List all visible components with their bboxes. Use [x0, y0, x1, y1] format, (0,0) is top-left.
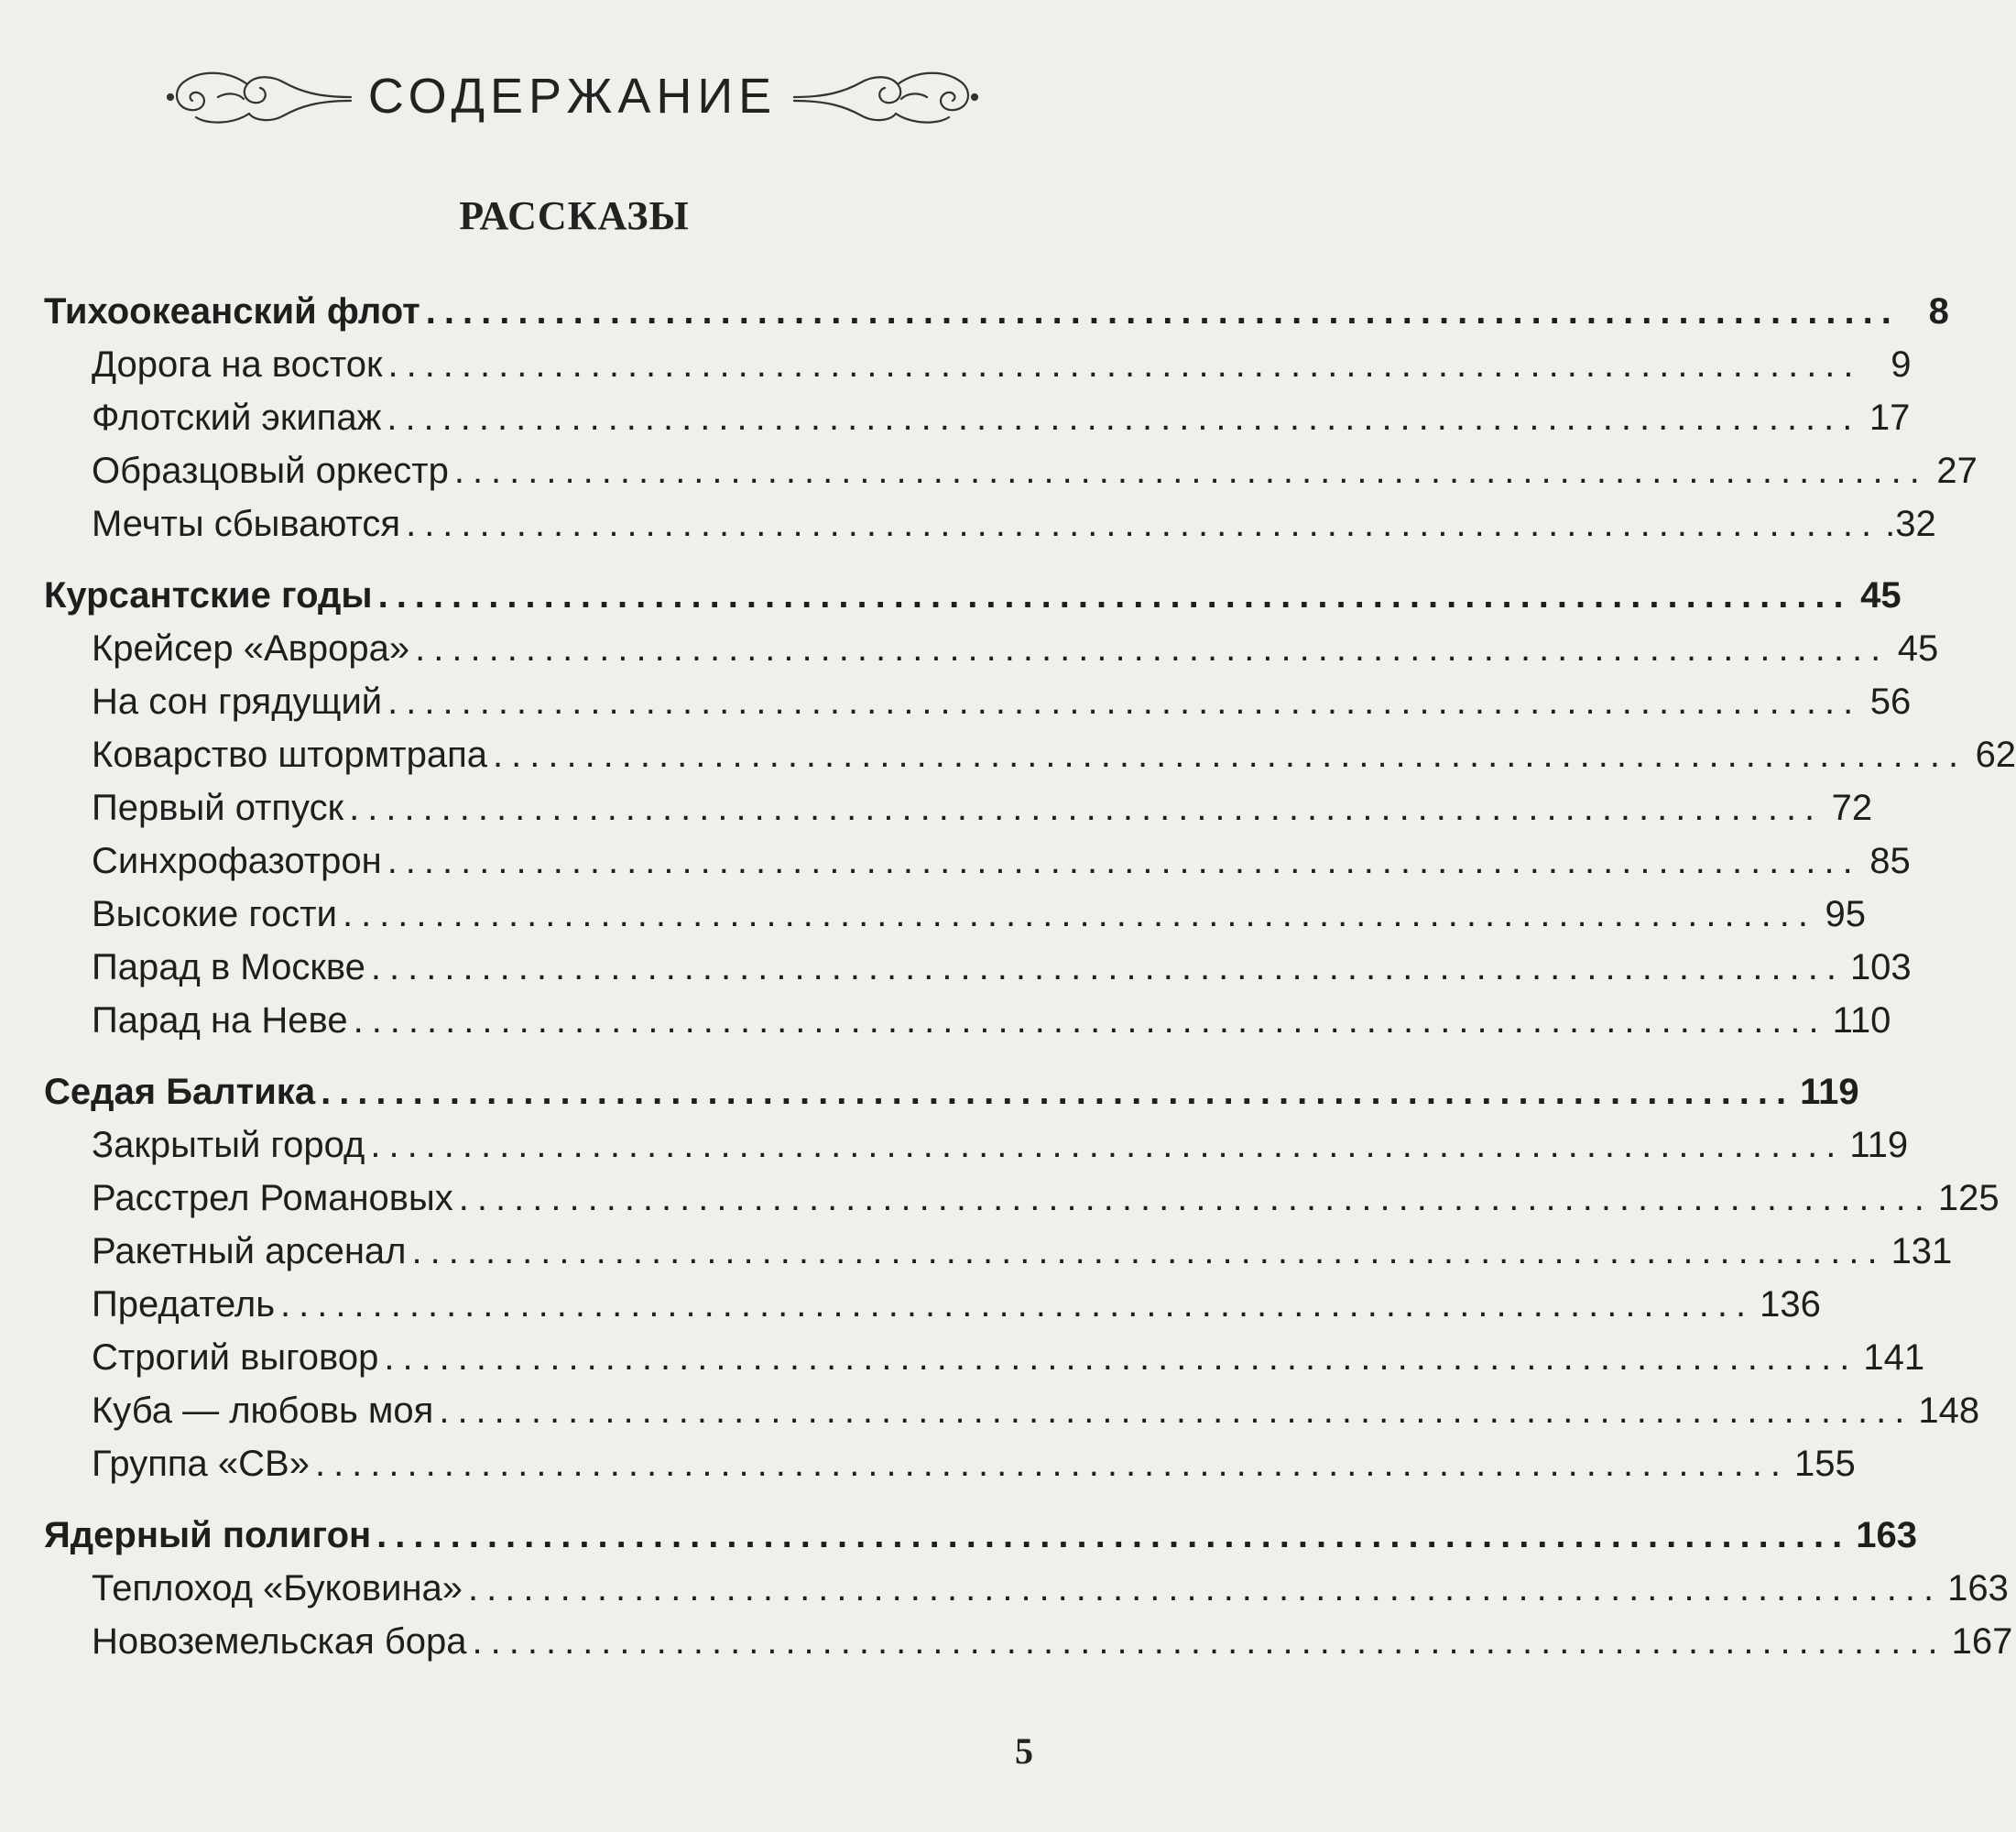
toc-entry-row[interactable]: [44, 1444, 1856, 1497]
toc-entry-row[interactable]: [44, 1000, 1891, 1053]
toc-entry-row[interactable]: [44, 788, 1873, 841]
toc-entry-row[interactable]: [44, 894, 1867, 947]
chapter-title: Курсантские годы: [44, 575, 373, 616]
toc-entry-row[interactable]: [44, 735, 2016, 788]
dot-leader: ................................................................................: [342, 894, 1817, 934]
dot-leader: ................................................................................: [439, 1390, 1913, 1431]
dot-leader: ................................................................................: [453, 451, 1928, 491]
toc-group: [44, 1072, 2000, 1497]
entry-title: Теплоход «Буковина»: [92, 1568, 463, 1608]
entry-page: 125: [1937, 1178, 2000, 1218]
toc-chapter-row[interactable]: [44, 575, 1902, 628]
dot-leader: ................................................................................: [406, 504, 1880, 544]
chapter-page: 119: [1800, 1072, 1859, 1112]
dot-leader: ................................................................................: [314, 1444, 1790, 1484]
dot-leader: ................................................................................: [415, 628, 1890, 669]
table-of-contents: [44, 291, 2016, 1693]
entry-page: 141: [1863, 1337, 1925, 1378]
chapter-page: 45: [1860, 575, 1902, 616]
dot-leader: ................................................................................: [387, 344, 1862, 385]
entry-title: Новоземельская бора: [92, 1621, 467, 1662]
dot-leader: ................................................................................: [387, 682, 1862, 722]
entry-page: 85: [1869, 841, 1911, 881]
dot-leader: ................................................................................: [493, 735, 1967, 775]
entry-title: Образцовый оркестр: [92, 451, 449, 491]
entry-page: 119: [1849, 1125, 1909, 1165]
toc-entry-row[interactable]: [44, 1568, 2009, 1621]
entry-title: Предатель: [92, 1284, 276, 1325]
toc-group: [44, 575, 2016, 1053]
dot-leader: ................................................................................: [376, 1515, 1851, 1555]
entry-page: 167: [1951, 1621, 2013, 1662]
entry-title: Строгий выговор: [92, 1337, 379, 1378]
toc-group: [44, 1515, 2013, 1674]
entry-page: 163: [1947, 1568, 2009, 1608]
entry-page: 136: [1760, 1284, 1821, 1325]
dot-leader: ................................................................................: [280, 1284, 1755, 1325]
entry-title: Закрытый город: [92, 1125, 365, 1165]
dot-leader: ................................................................................: [387, 841, 1861, 881]
toc-entry-row[interactable]: [44, 841, 1911, 894]
entry-title: Группа «СВ»: [92, 1444, 310, 1484]
chapter-title: Ядерный полигон: [44, 1515, 372, 1555]
toc-entry-row[interactable]: [44, 504, 1936, 557]
right-flourish-icon: [790, 64, 982, 128]
toc-chapter-row[interactable]: [44, 291, 1949, 344]
dot-leader: ................................................................................: [425, 291, 1900, 332]
entry-page: 17: [1869, 398, 1911, 438]
entry-title: Парад на Неве: [92, 1000, 348, 1041]
entry-page: 27: [1936, 451, 1978, 491]
entry-title: Мечты сбываются: [92, 504, 401, 544]
dot-leader: ................................................................................: [468, 1568, 1943, 1608]
dot-leader: ................................................................................: [377, 575, 1852, 616]
dot-leader: ................................................................................: [458, 1178, 1933, 1218]
toc-entry-row[interactable]: [44, 1390, 1980, 1444]
toc-chapter-row[interactable]: [44, 1072, 1859, 1125]
entry-page: 56: [1869, 682, 1912, 722]
chapter-page: 8: [1928, 291, 1949, 332]
entry-title: Первый отпуск: [92, 788, 344, 828]
left-flourish-icon: [163, 64, 355, 128]
dot-leader: ................................................................................: [349, 788, 1824, 828]
entry-title: Куба — любовь моя: [92, 1390, 434, 1431]
entry-title: Ракетный арсенал: [92, 1231, 407, 1271]
entry-page: 95: [1825, 894, 1867, 934]
entry-title: Крейсер «Аврора»: [92, 628, 410, 669]
toc-entry-row[interactable]: [44, 1621, 2013, 1674]
dot-leader: ................................................................................: [370, 1125, 1845, 1165]
chapter-page: 163: [1856, 1515, 1917, 1555]
chapter-title: Тихоокеанский флот: [44, 291, 420, 332]
toc-group: [44, 291, 1978, 557]
dot-leader: ................................................................................: [370, 947, 1845, 987]
page-number: 5: [1015, 1730, 1033, 1772]
toc-entry-row[interactable]: [44, 1231, 1953, 1284]
dot-leader: ................................................................................: [384, 1337, 1858, 1378]
entry-page: 103: [1849, 947, 1912, 987]
contents-header: [119, 55, 1026, 137]
entry-page: .32: [1885, 504, 1936, 544]
entry-title: Расстрел Романовых: [92, 1178, 453, 1218]
toc-entry-row[interactable]: [44, 1337, 1925, 1390]
dot-leader: ................................................................................: [353, 1000, 1827, 1041]
toc-entry-row[interactable]: [44, 451, 1978, 504]
entry-page: 131: [1891, 1231, 1953, 1271]
entry-title: Коварство штормтрапа: [92, 735, 487, 775]
toc-entry-row[interactable]: [44, 947, 1912, 1000]
entry-page: 72: [1831, 788, 1873, 828]
entry-page: 148: [1918, 1390, 1980, 1431]
entry-page: 9: [1891, 344, 1912, 385]
entry-page: 110: [1832, 1000, 1891, 1041]
toc-entry-row[interactable]: [44, 344, 1912, 398]
toc-entry-row[interactable]: [44, 1284, 1821, 1337]
entry-title: Высокие гости: [92, 894, 337, 934]
entry-title: Парад в Москве: [92, 947, 365, 987]
entry-title: На сон грядущий: [92, 682, 383, 722]
toc-entry-row[interactable]: [44, 1125, 1909, 1178]
toc-entry-row[interactable]: [44, 682, 1912, 735]
entry-page: 62: [1975, 735, 2016, 775]
toc-entry-row[interactable]: [44, 398, 1911, 451]
entry-page: 45: [1897, 628, 1939, 669]
toc-entry-row[interactable]: [44, 628, 1939, 682]
entry-title: Дорога на восток: [92, 344, 383, 385]
section-heading: РАССКАЗЫ: [459, 193, 690, 238]
page-title: СОДЕРЖАНИЕ: [367, 69, 778, 124]
dot-leader: ................................................................................: [411, 1231, 1886, 1271]
dot-leader: ................................................................................: [472, 1621, 1946, 1662]
toc-entry-row[interactable]: [44, 1178, 2000, 1231]
toc-chapter-row[interactable]: [44, 1515, 1917, 1568]
chapter-title: Седая Балтика: [44, 1072, 316, 1112]
dot-leader: ................................................................................: [321, 1072, 1795, 1112]
entry-title: Флотский экипаж: [92, 398, 382, 438]
entry-title: Синхрофазотрон: [92, 841, 382, 881]
entry-page: 155: [1794, 1444, 1856, 1484]
dot-leader: ................................................................................: [387, 398, 1861, 438]
